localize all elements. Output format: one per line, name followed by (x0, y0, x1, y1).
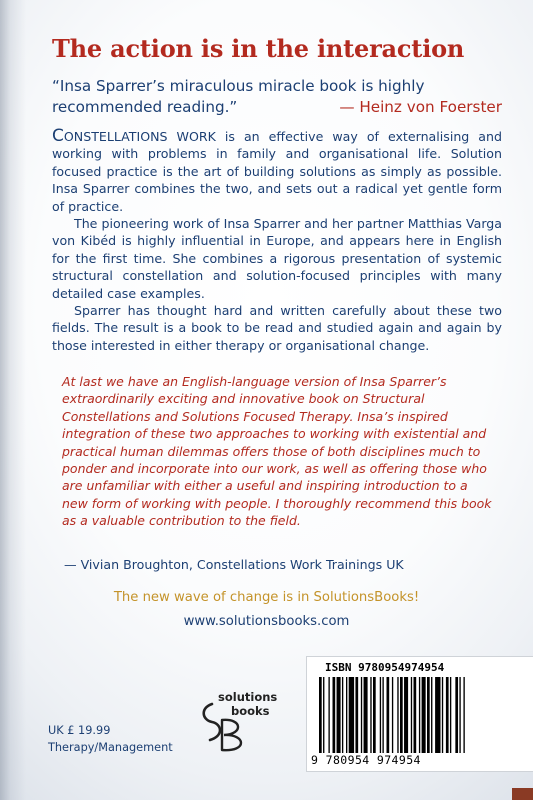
drop-cap: C (52, 126, 64, 146)
review-author: — Vivian Broughton, Constellations Work Trainings UK (64, 557, 404, 572)
review-quote: At last we have an English-language version of Insa Sparrer’s extraordinarily exciting and innovative book on Structural Constellations and Solutions Focused Therapy. Insa’s inspired integration of these two approaches to working with existential and practical human dilemmas offers those of both disciplines much to ponder and incorporate into our work, as well as offering those who are unfamiliar with either a useful and inspiring introduction to a new form of working with people. I thoroughly recommend this book as a valuable contribution to the field. (62, 374, 492, 529)
description-paragraph-1 (52, 128, 502, 215)
price-block (48, 722, 173, 756)
book-description (52, 128, 502, 354)
publisher-website: www.solutionsbooks.com (183, 614, 350, 629)
isbn-barcode (306, 656, 533, 772)
description-paragraph-2: The pioneering work of Insa Sparrer and her partner Matthias Varga von Kibéd is highly influential in Europe, and appears here in English for the first time. She combines a rigorous presentation of systemic structural constellation and solution-focused principles with many detailed case examples. (52, 216, 502, 301)
isbn-label: ISBN 9780954974954 (325, 661, 445, 674)
quote-author: — Heinz von Foerster (339, 98, 502, 116)
cover-headline: The action is in the interaction (52, 34, 465, 63)
logo-word-solutions: solutions (218, 690, 278, 704)
description-paragraph-3: Sparrer has thought hard and written carefully about these two fields. The result is a book to be read and studied again and again by those interested in either therapy or organisational change. (52, 303, 502, 353)
smallcaps-lead-text: ONSTELLATIONS WORK (63, 129, 216, 144)
isbn-digits: 9 780954 974954 (311, 753, 421, 767)
barcode-icon (315, 677, 528, 753)
quote-text: “Insa Sparrer’s miraculous miracle book is highly recommended reading.” (52, 77, 425, 116)
publisher-tagline: The new wave of change is in SolutionsBooks! (113, 590, 420, 605)
paragraph-1-text: is an effective way of externalising and working with problems in family and organisational life. Solution focused practice is the art of building solutions as simply as possible. Insa Sparrer combines the two, and sets out a radical yet gentle form of practice. (52, 129, 502, 214)
category: Therapy/Management (48, 741, 173, 754)
price: UK £ 19.99 (48, 724, 111, 737)
corner-accent (512, 788, 533, 800)
publisher-logo (198, 690, 288, 754)
logo-word-books: books (231, 704, 270, 718)
endorsement-quote (52, 76, 502, 118)
